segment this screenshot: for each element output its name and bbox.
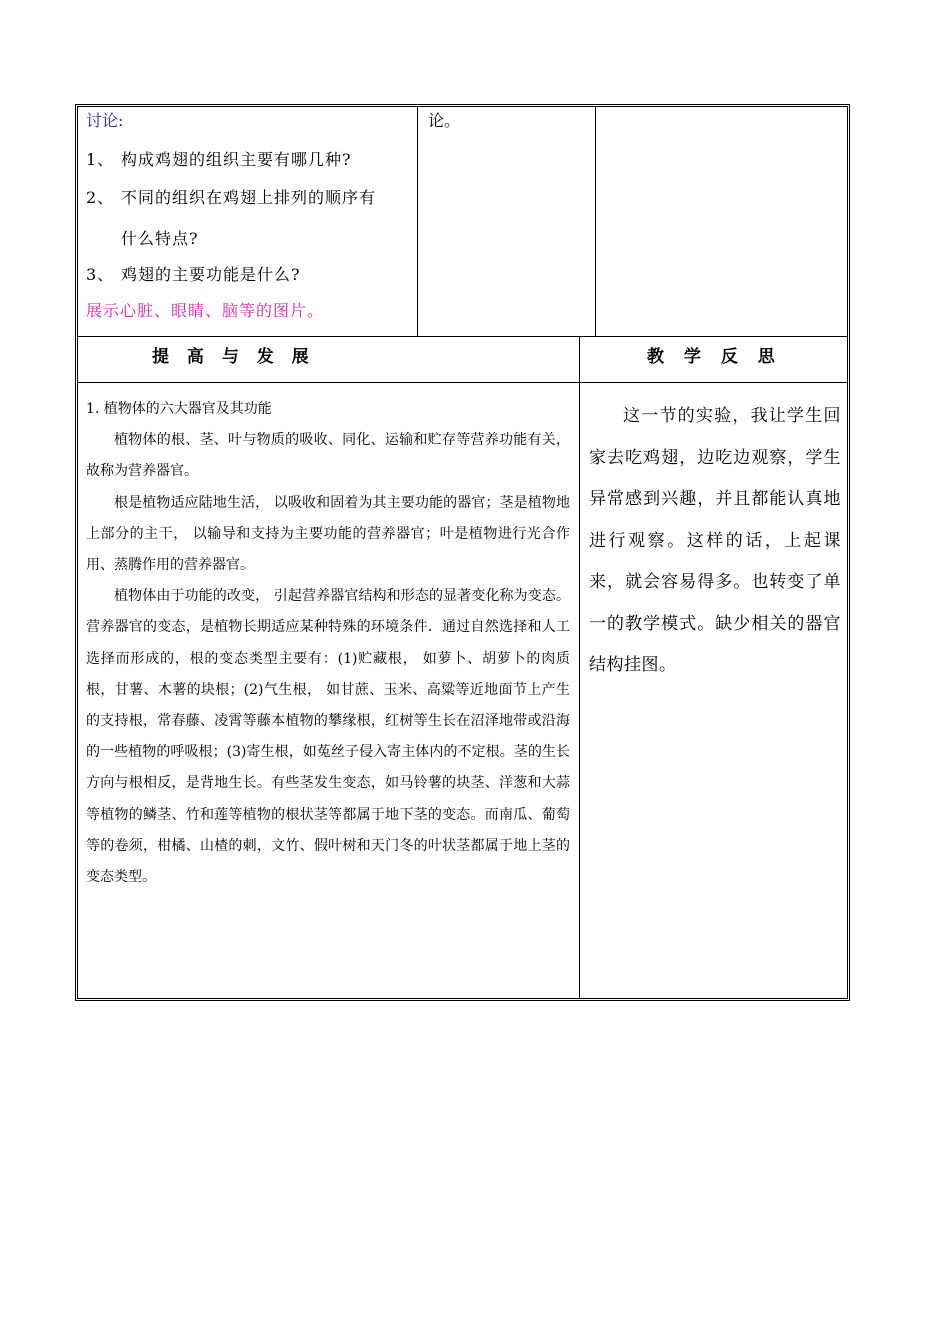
divider-bottom [579, 337, 580, 998]
header-reflection: 教 学 反 思 [647, 347, 775, 367]
discussion-question [86, 262, 301, 285]
content-cell [86, 394, 570, 893]
discussion-question [86, 147, 352, 170]
show-images-note: 展示心脏、眼睛、脑等的图片。 [86, 301, 325, 320]
content-paragraph: 植物体由于功能的改变， 引起营养器官结构和形态的显著变化称为变态。营养器官的变态，是植物长期适应某种特殊的环境条件．通过自然选择和人工选择而形成的，根的变态类型主要有：(1)贮藏根， 如萝卜、胡萝卜的肉质根，甘薯、木薯的块根；(2)气生根， 如甘蔗、玉米、高粱等近地面节上产生的支持根，常春藤、凌霄等藤本植物的攀缘根，红树等生长在沼泽地带或沿海的一些植物的呼吸根；(3)寄生根，如菟丝子侵入寄主体内的不定根。茎的生长方向与根相反，是背地生长。有些茎发生变态，如马铃薯的块茎、洋葱和大蒜等植物的鳞茎、竹和莲等植物的根状茎等都属于地下茎的变态。而南瓜、葡萄等的卷须，柑橘、山楂的刺，文竹、假叶树和天门冬的叶状茎都属于地上茎的变态类型。 [86, 588, 570, 886]
discussion-title: 讨论: [86, 111, 124, 130]
header-improve: 提 高 与 发 展 [152, 347, 309, 367]
divider-top-left [417, 106, 418, 337]
question-text: 鸡翅的主要功能是什么? [121, 265, 301, 284]
content-paragraph: 植物体的根、茎、叶与物质的吸收、同化、运输和贮存等营养功能有关， 故称为营养器官。 [86, 432, 570, 480]
question-number: 1、 [86, 150, 115, 169]
question-text: 构成鸡翅的组织主要有哪几种? [121, 150, 352, 169]
question-continuation: 什么特点? [121, 229, 199, 248]
content-heading: 1. 植物体的六大器官及其功能 [86, 401, 272, 417]
reflection-text: 这一节的实验，我让学生回家去吃鸡翅，边吃边观察，学生异常感到兴趣，并且都能认真地进行观察。这样的话，上起课来，就会容易得多。也转变了单一的教学模式。缺少相关的器官结构挂图。 [589, 406, 841, 675]
middle-cell-text: 论。 [428, 111, 461, 130]
discussion-question [86, 185, 376, 208]
question-number: 3、 [86, 265, 115, 284]
question-text: 不同的组织在鸡翅上排列的顺序有 [121, 188, 377, 207]
divider-top-right [595, 106, 596, 337]
content-paragraph: 根是植物适应陆地生活， 以吸收和固着为其主要功能的器官；茎是植物地上部分的主干， 以输导和支持为主要功能的营养器官；叶是植物进行光合作用、蒸腾作用的营养器官。 [86, 494, 570, 574]
question-number: 2、 [86, 188, 115, 207]
divider-row-1 [78, 336, 847, 337]
divider-row-2 [78, 382, 847, 383]
